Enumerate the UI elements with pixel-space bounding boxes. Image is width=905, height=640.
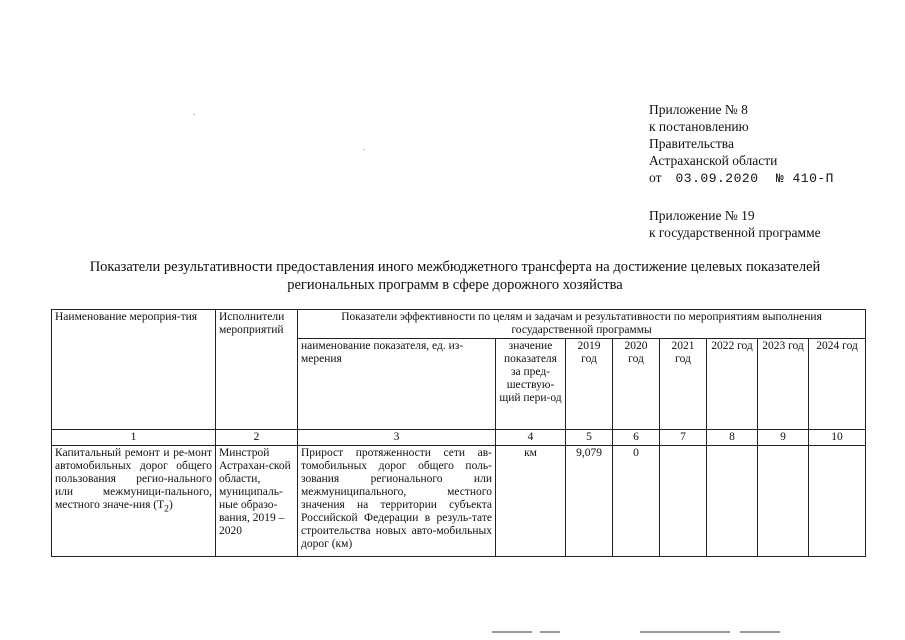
header-year-2020: 2020 год [613,339,660,430]
scan-speck [363,149,365,150]
annex-program-block [649,207,821,241]
header-year-2024: 2024 год [809,339,866,430]
title-line1: Показатели результативности предоставления иного межбюджетного трансферта на достижение целевых показателей [89,259,821,275]
column-number: 7 [660,430,707,446]
document-title [40,258,870,294]
annex-decree-line2: к постановлению [649,119,749,134]
header-year-2023: 2023 год [758,339,809,430]
indicator-cell: Прирост протяженности сети ав-томобильных дорог общего поль-зования регионального или межмуниципального, местного значения на территории субъекта Российской Федерации в резуль-тате строительства новых авто-мобильных дорог (км) [298,446,496,557]
annex-program-line1: Приложение № 19 [649,208,755,223]
scan-speck [193,114,195,115]
title-line2: региональных программ в сфере дорожного хозяйства [287,277,623,293]
annex-decree-line3: Правительства [649,136,734,151]
annex-decree-date-row [649,169,834,187]
value-2022-cell [707,446,758,557]
column-number: 1 [52,430,216,446]
column-number-row [52,430,866,446]
annex-program-line2: к государственной программе [649,225,821,240]
column-number: 3 [298,430,496,446]
scan-artifact [540,631,560,633]
header-year-2019: 2019 год [566,339,613,430]
indicators-table [51,309,866,557]
annex-decree-block [649,101,834,187]
header-indicator-name: наименование показателя, ед. из-мерения [298,339,496,430]
activity-text-tail: ) [168,499,173,511]
header-executors: Исполнители мероприятий [216,310,298,430]
executors-cell: Минстрой Астрахан-ской области, муниципаль-ные образо-вания, 2019 – 2020 [216,446,298,557]
value-2019-cell: 9,079 [566,446,613,557]
column-number: 5 [566,430,613,446]
column-number: 10 [809,430,866,446]
header-year-2021: 2021 год [660,339,707,430]
scan-artifact [640,631,730,633]
prev-value-cell: км [496,446,566,557]
annex-decree-line4: Астраханской области [649,153,778,168]
header-row-top [52,310,866,339]
value-2024-cell [809,446,866,557]
column-number: 4 [496,430,566,446]
value-2023-cell [758,446,809,557]
from-prefix: от [649,170,662,185]
decree-number: № 410-П [775,171,834,186]
activity-text: Капитальный ремонт и ре-монт автомобильных дорог общего пользования регио-нального или межмуници-пального, местного значе-ния (T [55,447,212,511]
scan-artifact [492,631,532,633]
activity-cell [52,446,216,557]
header-indicators-group: Показатели эффективности по целям и задачам и результативности по мероприятиям выполнения государственной программы [298,310,866,339]
column-number: 6 [613,430,660,446]
header-prev-value: значение показателя за пред-шествую-щий пери-од [496,339,566,430]
annex-decree-line1: Приложение № 8 [649,102,748,117]
value-2021-cell [660,446,707,557]
column-number: 8 [707,430,758,446]
decree-date: 03.09.2020 [675,171,759,186]
header-year-2022: 2022 год [707,339,758,430]
table-row [52,446,866,557]
column-number: 9 [758,430,809,446]
column-number: 2 [216,430,298,446]
value-2020-cell: 0 [613,446,660,557]
scan-artifact [740,631,780,633]
header-activity: Наименование мероприя-тия [52,310,216,430]
activity-subscript: 2 [164,503,169,515]
